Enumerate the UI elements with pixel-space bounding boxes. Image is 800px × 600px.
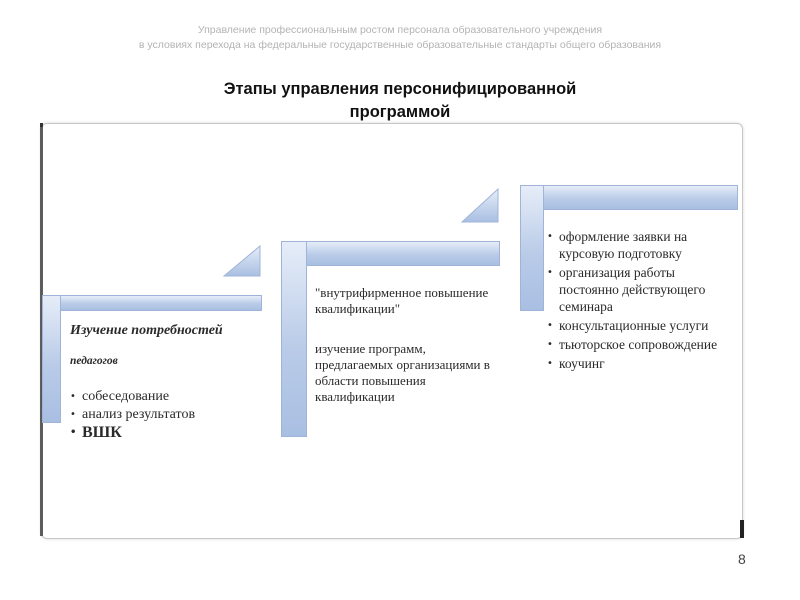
frame-corner-mark [740, 520, 744, 538]
step2-horizontal-bar [281, 241, 500, 266]
step3-horizontal-bar [520, 185, 738, 210]
step2-vertical-bar [281, 241, 307, 437]
step2-body: изучение программ, предлагаемых организациями в области повышения квалификации [315, 341, 490, 404]
slide-title-line-1: Этапы управления персонифицированной [223, 80, 577, 98]
header-line-1: Управление профессиональным ростом персонала образовательного учреждения [197, 24, 603, 36]
step1-title: Изучение потребностей [70, 323, 223, 338]
list-item: • организация работы постоянно действующего семинара [547, 264, 737, 315]
step1-arrow-triangle [222, 244, 262, 278]
step1-horizontal-bar [42, 295, 262, 311]
step2-heading: "внутрифирменное повышение квалификации" [315, 285, 489, 316]
step3-vertical-bar [520, 185, 544, 311]
step3-list [547, 228, 737, 374]
list-item: • тьюторское сопровождение [547, 336, 737, 353]
step1-subtitle: педагогов [70, 355, 118, 367]
slide-title-line-2: программой [349, 103, 451, 121]
step1-vertical-bar [42, 295, 61, 423]
list-item-continuation [70, 424, 255, 442]
step1-tail: ВШК [82, 424, 122, 441]
list-item: • оформление заявки на курсовую подготовку [547, 228, 737, 262]
step1-list [70, 388, 255, 442]
list-item: • консультационные услуги [547, 317, 737, 334]
header-line-2: в условиях перехода на федеральные государственные образовательные стандарты общего образования [138, 39, 662, 51]
page-number: 8 [738, 551, 746, 567]
list-item: • собеседование [70, 388, 255, 406]
list-item: • коучинг [547, 355, 737, 372]
step2-arrow-triangle [460, 187, 500, 224]
frame-corner-mark [40, 123, 43, 127]
list-item: • анализ результатов [70, 406, 255, 424]
